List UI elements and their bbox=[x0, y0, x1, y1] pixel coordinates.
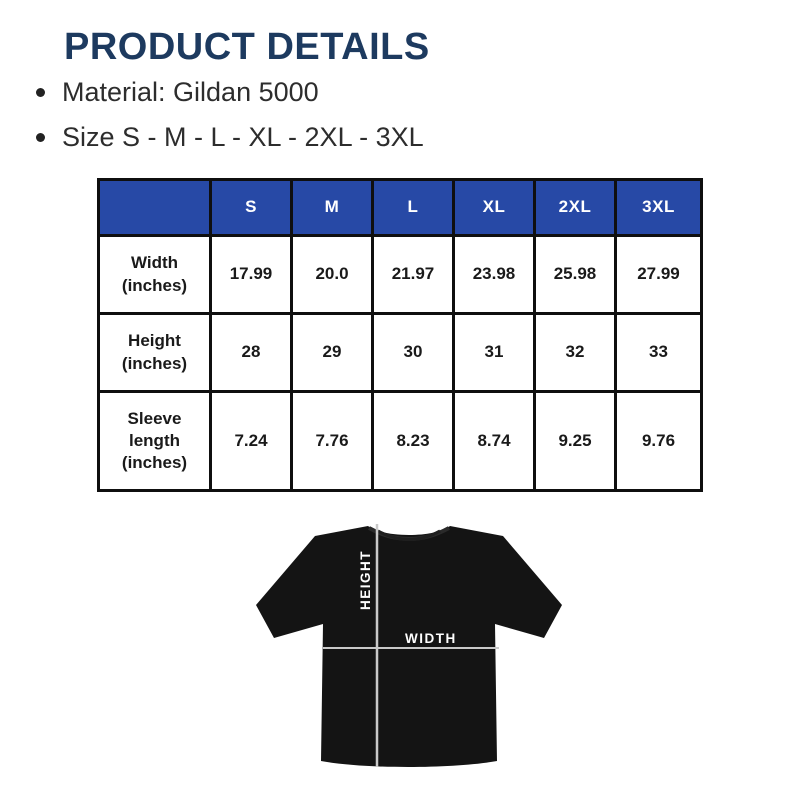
value-cell: 25.98 bbox=[535, 236, 616, 314]
header-row bbox=[99, 180, 702, 236]
value-cell: 23.98 bbox=[454, 236, 535, 314]
value-cell: 29 bbox=[292, 314, 373, 392]
value-cell: 27.99 bbox=[616, 236, 702, 314]
col-header-m: M bbox=[292, 180, 373, 236]
value-cell: 32 bbox=[535, 314, 616, 392]
row-label-height: Height (inches) bbox=[99, 314, 211, 392]
col-header-s: S bbox=[211, 180, 292, 236]
value-cell: 7.24 bbox=[211, 392, 292, 491]
value-cell: 33 bbox=[616, 314, 702, 392]
table-row-sleeve-length bbox=[99, 392, 702, 491]
tshirt-silhouette bbox=[256, 526, 562, 767]
tshirt-image bbox=[253, 517, 565, 775]
tshirt-diagram bbox=[253, 517, 565, 775]
size-chart-table bbox=[97, 178, 703, 492]
col-header-xl: XL bbox=[454, 180, 535, 236]
corner-cell bbox=[99, 180, 211, 236]
page-title: PRODUCT DETAILS bbox=[64, 26, 430, 68]
value-cell: 8.74 bbox=[454, 392, 535, 491]
bullet-dot-icon bbox=[36, 88, 45, 97]
row-label-sleeve-length: Sleeve length (inches) bbox=[99, 392, 211, 491]
value-cell: 8.23 bbox=[373, 392, 454, 491]
value-cell: 9.25 bbox=[535, 392, 616, 491]
material-bullet bbox=[36, 76, 424, 108]
width-label: WIDTH bbox=[405, 631, 457, 646]
value-cell: 20.0 bbox=[292, 236, 373, 314]
value-cell: 7.76 bbox=[292, 392, 373, 491]
value-cell: 17.99 bbox=[211, 236, 292, 314]
bullet-dot-icon bbox=[36, 133, 45, 142]
value-cell: 9.76 bbox=[616, 392, 702, 491]
row-label-width: Width (inches) bbox=[99, 236, 211, 314]
sizes-bullet bbox=[36, 121, 424, 153]
material-text: Material: Gildan 5000 bbox=[62, 76, 319, 107]
col-header-2xl: 2XL bbox=[535, 180, 616, 236]
value-cell: 31 bbox=[454, 314, 535, 392]
value-cell: 30 bbox=[373, 314, 454, 392]
col-header-3xl: 3XL bbox=[616, 180, 702, 236]
bullet-list bbox=[36, 76, 424, 166]
table-row-width bbox=[99, 236, 702, 314]
col-header-l: L bbox=[373, 180, 454, 236]
height-label: HEIGHT bbox=[358, 549, 373, 610]
value-cell: 21.97 bbox=[373, 236, 454, 314]
value-cell: 28 bbox=[211, 314, 292, 392]
table-row-height bbox=[99, 314, 702, 392]
sizes-text: Size S - M - L - XL - 2XL - 3XL bbox=[62, 121, 424, 152]
